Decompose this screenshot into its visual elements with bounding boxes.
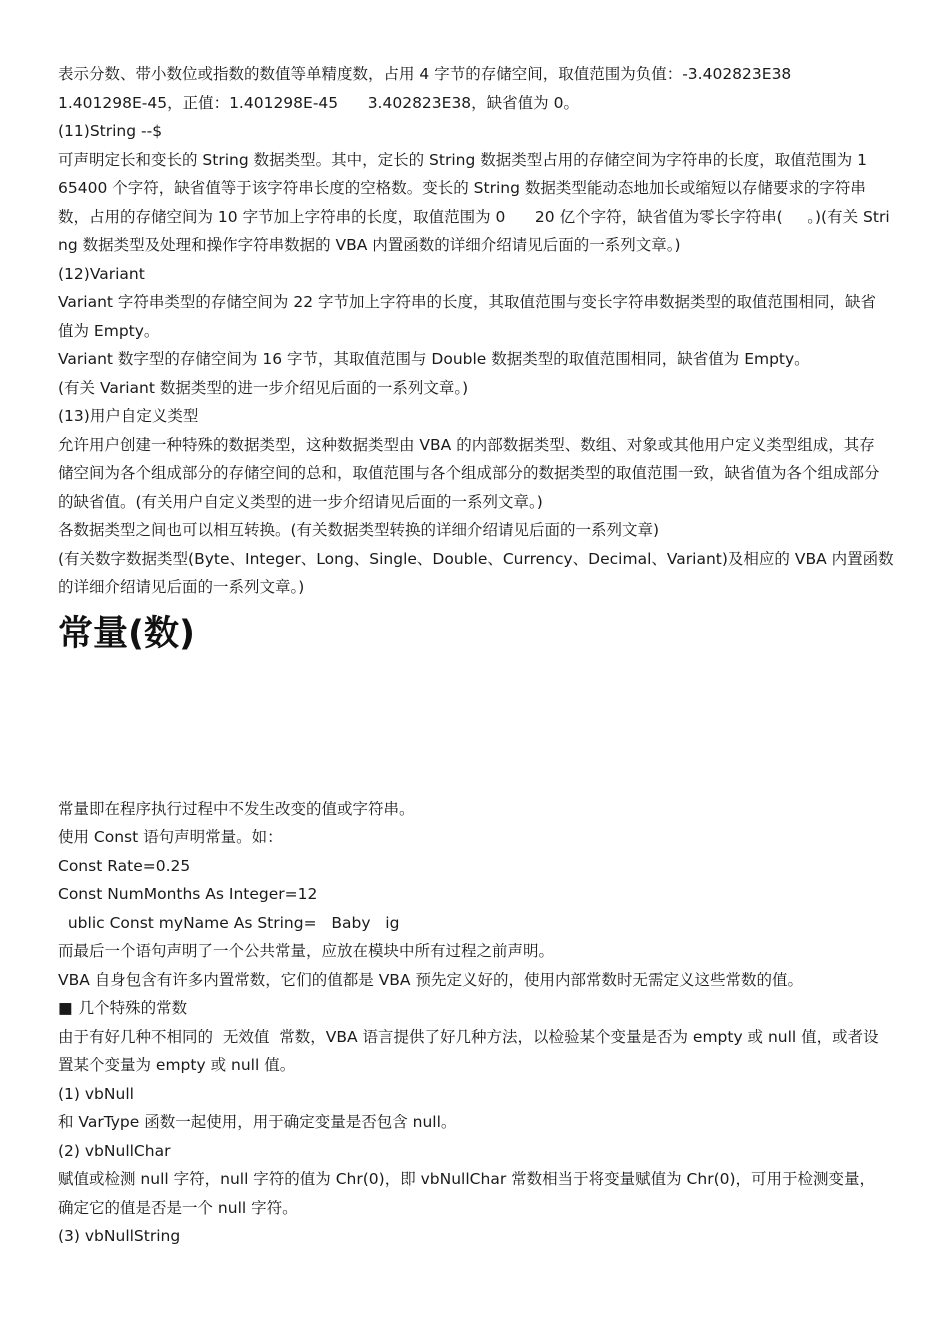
builtin-constants-note: VBA 自身包含有许多内置常数，它们的值都是 VBA 预先定义好的，使用内部常数时无需定义这些常数的值。	[58, 970, 803, 989]
conversion-note: 各数据类型之间也可以相互转换。(有关数据类型转换的详细介绍请见后面的一系列文章)	[58, 521, 660, 539]
code-line-myname: ublic Const myName As String= Baby ig	[58, 913, 400, 932]
section-heading: 常量(数)	[58, 613, 195, 654]
vbnullchar-title: (2) vbNullChar	[58, 1141, 171, 1160]
single-description-line-1: 表示分数、带小数位或指数的数值等单精度数，占用 4 字节的存储空间，取值范围为负值：-3.402823E38	[58, 65, 792, 83]
special-constants-description: 由于有好几种不相同的 无效值 常数，VBA 语言提供了好几种方法，以检验某个变量是否为 empty 或 null 值，或者设置某个变量为 empty 或 null 值。	[58, 1027, 879, 1074]
public-constant-note: 而最后一个语句声明了一个公共常量，应放在模块中所有过程之前声明。	[58, 942, 555, 960]
variant-string-description: Variant 字符串类型的存储空间为 22 字节加上字符串的长度，其取值范围与变长字符串数据类型的取值范围相同，缺省值为 Empty。	[58, 293, 876, 340]
string-type-description: 可声明定长和变长的 String 数据类型。其中，定长的 String 数据类型占用的存储空间为字符串的长度，取值范围为 1 65400 个字符，缺省值等于该字符串长度的空格数。变长的 String 数据类型能动态地加长或缩短以存储要求的字符串数，占用的存储空间为 10 字节加上字符串的长度，取值范围为 0 20 亿个字符，缺省值为零长字符串( 。)(有关 String 数据类型及处理和操作字符串数据的 VBA 内置函数的详细介绍请见后面的一系列文章。)	[58, 150, 897, 254]
square-bullet-icon: ■	[58, 999, 73, 1017]
document-page	[58, 60, 896, 1251]
udt-title: (13)用户自定义类型	[58, 407, 199, 425]
single-description-line-2: 1.401298E-45，正值：1.401298E-45 3.402823E38，缺省值为 0。	[58, 93, 579, 112]
vbnull-title: (1) vbNull	[58, 1084, 134, 1103]
special-constants-title-text: 几个特殊的常数	[78, 999, 188, 1017]
vbnull-description: 和 VarType 函数一起使用，用于确定变量是否包含 null。	[58, 1113, 457, 1131]
udt-description: 允许用户创建一种特殊的数据类型，这种数据类型由 VBA 的内部数据类型、数组、对象或其他用户定义类型组成，其存储空间为各个组成部分的存储空间的总和，取值范围与各个组成部分的数据类型的取值范围一致，缺省值为各个组成部分的缺省值。(有关用户自定义类型的进一步介绍请见后面的一系列文章。)	[58, 435, 880, 511]
vbnullchar-description: 赋值或检测 null 字符，null 字符的值为 Chr(0)，即 vbNullChar 常数相当于将变量赋值为 Chr(0)，可用于检测变量，确定它的值是否是一个 null 字符。	[58, 1170, 876, 1217]
vbnullstring-title: (3) vbNullString	[58, 1227, 181, 1245]
string-type-title: (11)String --$	[58, 122, 163, 140]
constants-usage: 使用 Const 语句声明常量。如：	[58, 828, 283, 846]
heading-spacer	[58, 654, 896, 795]
variant-type-title: (12)Variant	[58, 264, 145, 283]
numeric-types-note: (有关数字数据类型(Byte、Integer、Long、Single、Double、Currency、Decimal、Variant)及相应的 VBA 内置函数的详细介绍请见后面的一系列文章。)	[58, 549, 894, 596]
code-line-nummonths: Const NumMonths As Integer=12	[58, 885, 318, 903]
variant-note: (有关 Variant 数据类型的进一步介绍见后面的一系列文章。)	[58, 378, 469, 397]
constants-intro: 常量即在程序执行过程中不发生改变的值或字符串。	[58, 799, 415, 818]
code-line-rate: Const Rate=0.25	[58, 856, 191, 875]
special-constants-title	[58, 994, 896, 1023]
variant-numeric-description: Variant 数字型的存储空间为 16 字节，其取值范围与 Double 数据类型的取值范围相同，缺省值为 Empty。	[58, 350, 810, 368]
